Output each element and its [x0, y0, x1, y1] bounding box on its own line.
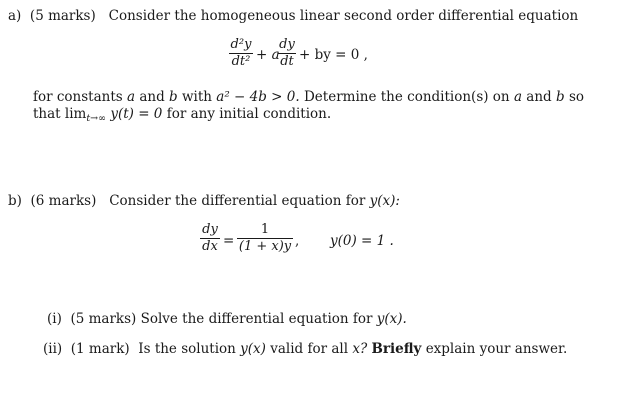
frac-num: d²y: [230, 37, 252, 52]
var-b: b: [555, 89, 565, 105]
sub-ii-marks: (1 mark): [70, 341, 130, 357]
text-span: for constants: [33, 89, 123, 105]
text-span: with: [182, 89, 212, 105]
part-a-heading: [8, 8, 578, 24]
part-b-intro: Consider the differential equation for: [109, 193, 366, 209]
part-b-sub-ii: [43, 341, 567, 357]
sub-i-text: Solve the differential equation for: [140, 311, 373, 327]
sub-ii-bold: Briefly: [371, 341, 422, 357]
frac-den: dt: [280, 54, 294, 69]
part-b-initial-condition: y(0) = 1 .: [330, 233, 394, 249]
var-a: a: [513, 89, 522, 105]
part-a-label: a): [8, 8, 22, 24]
part-b-label: b): [8, 193, 22, 209]
sub-ii-text-mid: valid for all: [270, 341, 349, 357]
condition-expr: a² − 4b > 0.: [216, 89, 300, 105]
sub-i-var: y(x).: [376, 311, 407, 327]
part-a-line-1: [33, 89, 584, 105]
part-a-eq-rest: + by = 0 ,: [299, 47, 368, 63]
frac-num: dy: [202, 222, 218, 237]
part-b-intro-var: y(x):: [369, 193, 400, 209]
limit-text: lim: [64, 106, 87, 122]
text-span: that: [33, 106, 61, 122]
frac-den: dx: [202, 239, 218, 254]
sub-i-marks: (5 marks): [70, 311, 137, 327]
part-b-frac-rhs: [237, 223, 293, 254]
sub-ii-text-post: explain your answer.: [425, 341, 568, 357]
sub-ii-var: y(x): [240, 341, 266, 357]
frac-num: dy: [279, 37, 295, 52]
part-b-heading: [8, 193, 400, 209]
frac-den: (1 + x)y: [238, 239, 292, 254]
part-b-comma: ,: [295, 233, 300, 249]
text-span: for any initial condition.: [166, 106, 332, 122]
sub-ii-text-pre: Is the solution: [138, 341, 236, 357]
limit-sub: t→∞: [86, 113, 107, 124]
part-b-sub-i: [47, 311, 407, 327]
part-b-equals: =: [223, 233, 235, 249]
text-span: and: [139, 89, 165, 105]
frac-den: dt²: [231, 54, 251, 69]
var-b: b: [169, 89, 178, 105]
text-span: Determine the condition(s) on: [303, 89, 510, 105]
frac-num: 1: [260, 222, 270, 237]
part-b-frac-dydx: [200, 223, 220, 254]
part-a-line-2: [33, 106, 331, 122]
part-a-plus-a: + a: [256, 47, 280, 63]
sub-i-label: (i): [47, 311, 62, 327]
sub-ii-label: (ii): [43, 341, 63, 357]
part-a-frac-dy: [278, 38, 296, 69]
part-a-frac-d2y: [229, 38, 253, 69]
text-span: and: [526, 89, 552, 105]
text-span: so: [568, 89, 584, 105]
part-a-intro: Consider the homogeneous linear second order differential equation: [108, 8, 579, 24]
limit-expr: y(t) = 0: [110, 106, 163, 122]
part-a-marks: (5 marks): [29, 8, 96, 24]
var-a: a: [127, 89, 136, 105]
sub-ii-var2: x?: [352, 341, 368, 357]
part-b-marks: (6 marks): [30, 193, 97, 209]
